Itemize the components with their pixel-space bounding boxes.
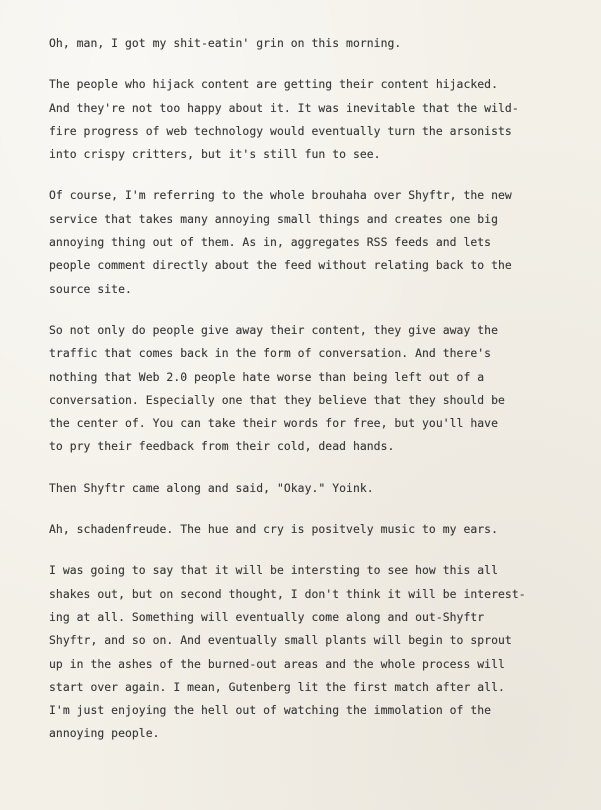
text-line: ing at all. Something will eventually come along and out-Shyftr <box>49 609 485 624</box>
text-line: annoying thing out of them. As in, aggregates RSS feeds and lets <box>49 235 492 250</box>
paragraph-7 <box>49 559 583 745</box>
paragraph-4 <box>49 319 583 459</box>
paragraph-3 <box>49 184 583 300</box>
paragraph-2 <box>49 73 583 166</box>
text-line: Oh, man, I got my shit-eatin' grin on this morning. <box>49 36 402 50</box>
text-line: annoying people. <box>49 726 160 741</box>
text-line: fire progress of web technology would eventually turn the arsonists <box>49 123 512 138</box>
text-line: traffic that comes back in the form of conversation. And there's <box>49 346 492 361</box>
text-line: The people who hijack content are getting their content hijacked. <box>49 77 499 92</box>
paragraph-5 <box>49 477 583 500</box>
text-line: So not only do people give away their content, they give away the <box>49 322 499 337</box>
text-line: And they're not too happy about it. It was inevitable that the wild- <box>49 100 519 115</box>
text-line: start over again. I mean, Gutenberg lit the first match after all. <box>49 679 505 694</box>
text-line: nothing that Web 2.0 people hate worse than being left out of a <box>49 369 485 384</box>
paragraph-6 <box>49 518 583 541</box>
text-line: people comment directly about the feed without relating back to the <box>49 258 512 273</box>
text-line: up in the ashes of the burned-out areas and the whole process will <box>49 656 505 671</box>
text-line: shakes out, but on second thought, I don't think it will be interest- <box>49 586 526 601</box>
text-line: conversation. Especially one that they believe that they should be <box>49 392 505 407</box>
text-line: I'm just enjoying the hell out of watching the immolation of the <box>49 703 492 718</box>
text-line: to pry their feedback from their cold, dead hands. <box>49 439 395 454</box>
paragraph-1 <box>49 32 583 55</box>
text-line: I was going to say that it will be intersting to see how this all <box>49 563 499 578</box>
text-line: Ah, schadenfreude. The hue and cry is positvely music to my ears. <box>49 522 499 537</box>
text-line: service that takes many annoying small things and creates one big <box>49 211 499 226</box>
text-line: Then Shyftr came along and said, "Okay." Yoink. <box>49 480 374 495</box>
text-line: source site. <box>49 281 132 296</box>
text-line: into crispy critters, but it's still fun to see. <box>49 147 381 162</box>
text-line: Shyftr, and so on. And eventually small plants will begin to sprout <box>49 633 512 648</box>
text-line: the center of. You can take their words for free, but you'll have <box>49 416 499 431</box>
text-line: Of course, I'm referring to the whole brouhaha over Shyftr, the new <box>49 188 512 203</box>
